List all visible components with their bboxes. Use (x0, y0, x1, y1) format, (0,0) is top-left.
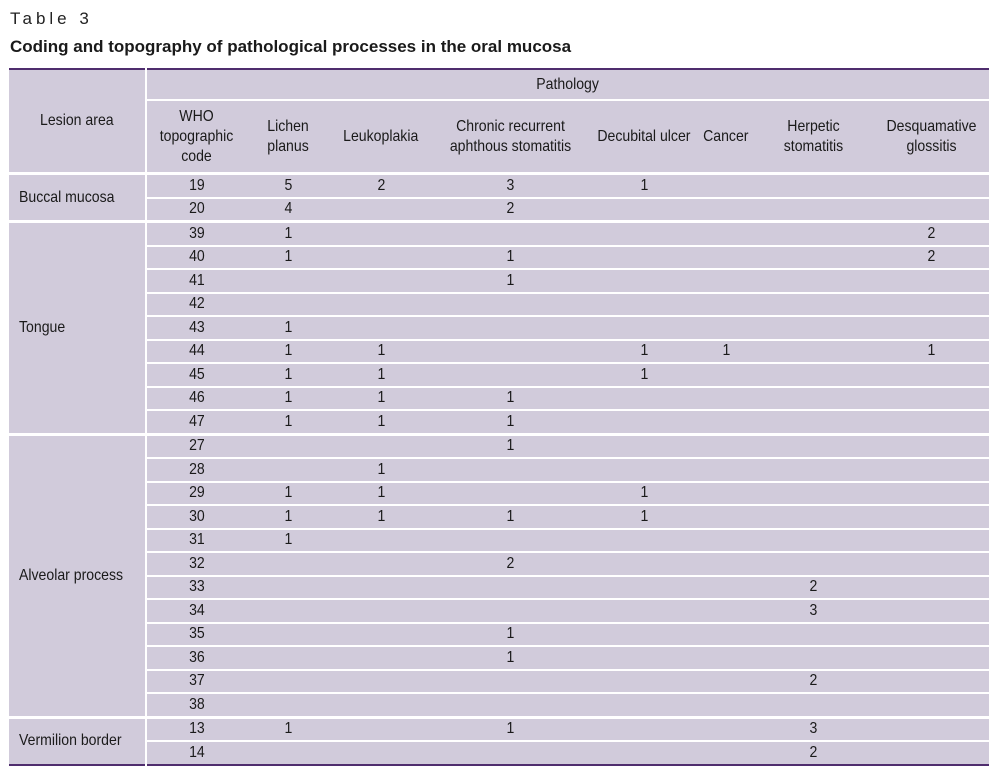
value-cell (432, 340, 589, 364)
value-cell (589, 552, 699, 576)
value-cell (874, 670, 989, 694)
who-code-cell: 47 (146, 410, 246, 434)
value-cell: 2 (874, 222, 989, 246)
table-row (9, 646, 989, 670)
value-cell (874, 599, 989, 623)
value-cell: 1 (246, 316, 330, 340)
value-cell: 1 (432, 387, 589, 411)
value-cell (753, 246, 874, 270)
value-cell: 1 (432, 646, 589, 670)
value-cell (699, 717, 753, 741)
table-row (9, 316, 989, 340)
col-header-herpetic-stomatitis: Herpetic stomatitis (753, 100, 874, 174)
value-cell: 1 (246, 410, 330, 434)
value-cell: 1 (589, 505, 699, 529)
value-cell (330, 599, 432, 623)
value-cell: 1 (432, 623, 589, 647)
lesion-area-header: Lesion area (9, 69, 146, 174)
who-code-cell: 38 (146, 693, 246, 717)
table-row (9, 293, 989, 317)
value-cell (432, 316, 589, 340)
value-cell (589, 269, 699, 293)
value-cell: 1 (432, 269, 589, 293)
value-cell (246, 599, 330, 623)
value-cell (699, 552, 753, 576)
value-cell (330, 646, 432, 670)
value-cell: 1 (330, 505, 432, 529)
value-cell (330, 246, 432, 270)
value-cell (589, 293, 699, 317)
value-cell (699, 670, 753, 694)
value-cell (589, 741, 699, 765)
who-code-cell: 43 (146, 316, 246, 340)
value-cell (432, 529, 589, 553)
value-cell: 1 (330, 387, 432, 411)
value-cell (874, 576, 989, 600)
value-cell (589, 599, 699, 623)
value-cell (874, 623, 989, 647)
who-code-cell: 29 (146, 482, 246, 506)
value-cell (589, 693, 699, 717)
table-row (9, 387, 989, 411)
value-cell: 2 (753, 741, 874, 765)
value-cell (589, 458, 699, 482)
table-row (9, 246, 989, 270)
value-cell (432, 363, 589, 387)
value-cell: 1 (330, 458, 432, 482)
who-code-cell: 39 (146, 222, 246, 246)
value-cell (753, 222, 874, 246)
pathology-header: Pathology (146, 69, 989, 100)
lesion-area-cell: Tongue (9, 222, 146, 435)
value-cell (699, 363, 753, 387)
value-cell: 5 (246, 174, 330, 198)
value-cell (246, 646, 330, 670)
value-cell (699, 576, 753, 600)
value-cell: 2 (753, 670, 874, 694)
value-cell: 1 (589, 363, 699, 387)
table-row (9, 552, 989, 576)
value-cell (246, 269, 330, 293)
value-cell: 1 (246, 482, 330, 506)
value-cell (246, 693, 330, 717)
value-cell: 1 (589, 482, 699, 506)
value-cell (330, 316, 432, 340)
table-row (9, 340, 989, 364)
value-cell (589, 246, 699, 270)
value-cell: 1 (330, 482, 432, 506)
who-code-cell: 13 (146, 717, 246, 741)
value-cell (874, 717, 989, 741)
value-cell (246, 552, 330, 576)
value-cell (753, 482, 874, 506)
table-row (9, 458, 989, 482)
value-cell (699, 741, 753, 765)
table-row (9, 693, 989, 717)
value-cell (330, 741, 432, 765)
table-label: Table 3 (10, 9, 93, 28)
table-title: Coding and topography of pathological processes in the oral mucosa (10, 37, 572, 56)
value-cell (330, 269, 432, 293)
value-cell (874, 482, 989, 506)
value-cell (330, 293, 432, 317)
value-cell (699, 646, 753, 670)
who-code-cell: 14 (146, 741, 246, 765)
who-code-cell: 35 (146, 623, 246, 647)
value-cell (874, 693, 989, 717)
value-cell: 1 (330, 410, 432, 434)
col-header-lichen-planus: Lichen planus (246, 100, 330, 174)
who-code-cell: 44 (146, 340, 246, 364)
value-cell (589, 717, 699, 741)
who-code-cell: 37 (146, 670, 246, 694)
value-cell: 1 (246, 529, 330, 553)
col-header-decubital-ulcer: Decubital ulcer (589, 100, 699, 174)
value-cell (432, 293, 589, 317)
who-code-cell: 45 (146, 363, 246, 387)
value-cell (432, 222, 589, 246)
col-header-cancer: Cancer (699, 100, 753, 174)
value-cell (330, 693, 432, 717)
value-cell (753, 552, 874, 576)
value-cell (589, 576, 699, 600)
value-cell (589, 198, 699, 222)
value-cell (874, 316, 989, 340)
value-cell: 1 (589, 174, 699, 198)
table-row (9, 529, 989, 553)
value-cell (753, 340, 874, 364)
value-cell (330, 552, 432, 576)
who-code-cell: 40 (146, 246, 246, 270)
value-cell (589, 387, 699, 411)
value-cell (753, 198, 874, 222)
value-cell (874, 529, 989, 553)
col-header-leukoplakia: Leukoplakia (330, 100, 432, 174)
table-row (9, 505, 989, 529)
value-cell (699, 434, 753, 458)
value-cell (699, 269, 753, 293)
value-cell (753, 293, 874, 317)
value-cell: 1 (246, 363, 330, 387)
table-row (9, 482, 989, 506)
value-cell (246, 741, 330, 765)
value-cell: 2 (330, 174, 432, 198)
value-cell (589, 670, 699, 694)
value-cell: 1 (330, 363, 432, 387)
value-cell (330, 198, 432, 222)
value-cell (699, 529, 753, 553)
value-cell: 1 (432, 505, 589, 529)
value-cell: 1 (246, 717, 330, 741)
value-cell (753, 458, 874, 482)
value-cell (589, 529, 699, 553)
value-cell (699, 505, 753, 529)
value-cell (874, 741, 989, 765)
value-cell (432, 576, 589, 600)
value-cell (699, 623, 753, 647)
table-row (9, 599, 989, 623)
value-cell (432, 458, 589, 482)
value-cell: 3 (753, 717, 874, 741)
value-cell: 1 (246, 340, 330, 364)
value-cell: 2 (874, 246, 989, 270)
value-cell (330, 623, 432, 647)
value-cell: 4 (246, 198, 330, 222)
value-cell (699, 410, 753, 434)
value-cell (432, 693, 589, 717)
value-cell (874, 646, 989, 670)
value-cell (246, 293, 330, 317)
value-cell (753, 434, 874, 458)
value-cell (589, 646, 699, 670)
value-cell (874, 387, 989, 411)
who-code-cell: 19 (146, 174, 246, 198)
value-cell (753, 693, 874, 717)
value-cell (874, 174, 989, 198)
value-cell (874, 458, 989, 482)
who-code-cell: 34 (146, 599, 246, 623)
value-cell (432, 741, 589, 765)
value-cell (589, 316, 699, 340)
value-cell (330, 670, 432, 694)
lesion-area-cell: Alveolar process (9, 434, 146, 717)
table-row (9, 174, 989, 198)
value-cell (753, 387, 874, 411)
value-cell (874, 363, 989, 387)
value-cell (330, 434, 432, 458)
value-cell: 1 (246, 246, 330, 270)
value-cell (330, 222, 432, 246)
value-cell (589, 434, 699, 458)
value-cell (246, 458, 330, 482)
value-cell (699, 198, 753, 222)
who-code-cell: 41 (146, 269, 246, 293)
table-row (9, 670, 989, 694)
table-row (9, 717, 989, 741)
value-cell (330, 717, 432, 741)
value-cell: 1 (699, 340, 753, 364)
value-cell (699, 174, 753, 198)
value-cell: 1 (874, 340, 989, 364)
value-cell (330, 576, 432, 600)
value-cell: 1 (246, 505, 330, 529)
who-code-cell: 20 (146, 198, 246, 222)
value-cell (432, 599, 589, 623)
who-code-cell: 33 (146, 576, 246, 600)
value-cell: 1 (246, 387, 330, 411)
value-cell (874, 552, 989, 576)
value-cell (432, 482, 589, 506)
value-cell (432, 670, 589, 694)
who-code-cell: 46 (146, 387, 246, 411)
value-cell (753, 174, 874, 198)
value-cell (874, 434, 989, 458)
who-code-cell: 36 (146, 646, 246, 670)
col-header-aphthous-stomatitis: Chronic recurrent aphthous stomatitis (432, 100, 589, 174)
who-code-cell: 32 (146, 552, 246, 576)
value-cell (874, 269, 989, 293)
value-cell (753, 646, 874, 670)
table-row (9, 410, 989, 434)
value-cell: 1 (330, 340, 432, 364)
table-row (9, 363, 989, 387)
value-cell (874, 505, 989, 529)
who-code-cell: 30 (146, 505, 246, 529)
table-row (9, 741, 989, 765)
lesion-area-cell: Buccal mucosa (9, 174, 146, 222)
value-cell (699, 599, 753, 623)
table-row (9, 576, 989, 600)
value-cell: 2 (432, 552, 589, 576)
value-cell (753, 505, 874, 529)
table-row (9, 623, 989, 647)
value-cell (753, 269, 874, 293)
who-code-cell: 28 (146, 458, 246, 482)
value-cell (589, 623, 699, 647)
value-cell: 1 (432, 717, 589, 741)
value-cell (699, 458, 753, 482)
who-code-header: WHO topographic code (146, 100, 246, 174)
value-cell (330, 529, 432, 553)
value-cell (246, 576, 330, 600)
table-row (9, 434, 989, 458)
value-cell (699, 222, 753, 246)
col-header-desquamative-glossitis: Desquamative glossitis (874, 100, 989, 174)
value-cell (699, 293, 753, 317)
value-cell (753, 363, 874, 387)
value-cell: 1 (589, 340, 699, 364)
value-cell: 3 (753, 599, 874, 623)
value-cell (699, 387, 753, 411)
who-code-cell: 31 (146, 529, 246, 553)
value-cell (753, 623, 874, 647)
value-cell: 1 (432, 434, 589, 458)
value-cell: 1 (246, 222, 330, 246)
value-cell (874, 410, 989, 434)
value-cell (753, 410, 874, 434)
value-cell (589, 222, 699, 246)
value-cell (699, 246, 753, 270)
value-cell: 2 (432, 198, 589, 222)
value-cell (246, 623, 330, 647)
value-cell (246, 670, 330, 694)
value-cell (246, 434, 330, 458)
value-cell (699, 693, 753, 717)
who-code-cell: 42 (146, 293, 246, 317)
who-code-cell: 27 (146, 434, 246, 458)
value-cell: 1 (432, 410, 589, 434)
table-row (9, 222, 989, 246)
value-cell (874, 293, 989, 317)
table-body (9, 174, 989, 765)
value-cell (589, 410, 699, 434)
value-cell (753, 316, 874, 340)
value-cell: 1 (432, 246, 589, 270)
table-row (9, 198, 989, 222)
value-cell: 3 (432, 174, 589, 198)
lesion-area-cell: Vermilion border (9, 717, 146, 765)
pathology-table (9, 68, 989, 766)
value-cell (874, 198, 989, 222)
value-cell (699, 482, 753, 506)
value-cell: 2 (753, 576, 874, 600)
value-cell (753, 529, 874, 553)
table-row (9, 269, 989, 293)
value-cell (699, 316, 753, 340)
